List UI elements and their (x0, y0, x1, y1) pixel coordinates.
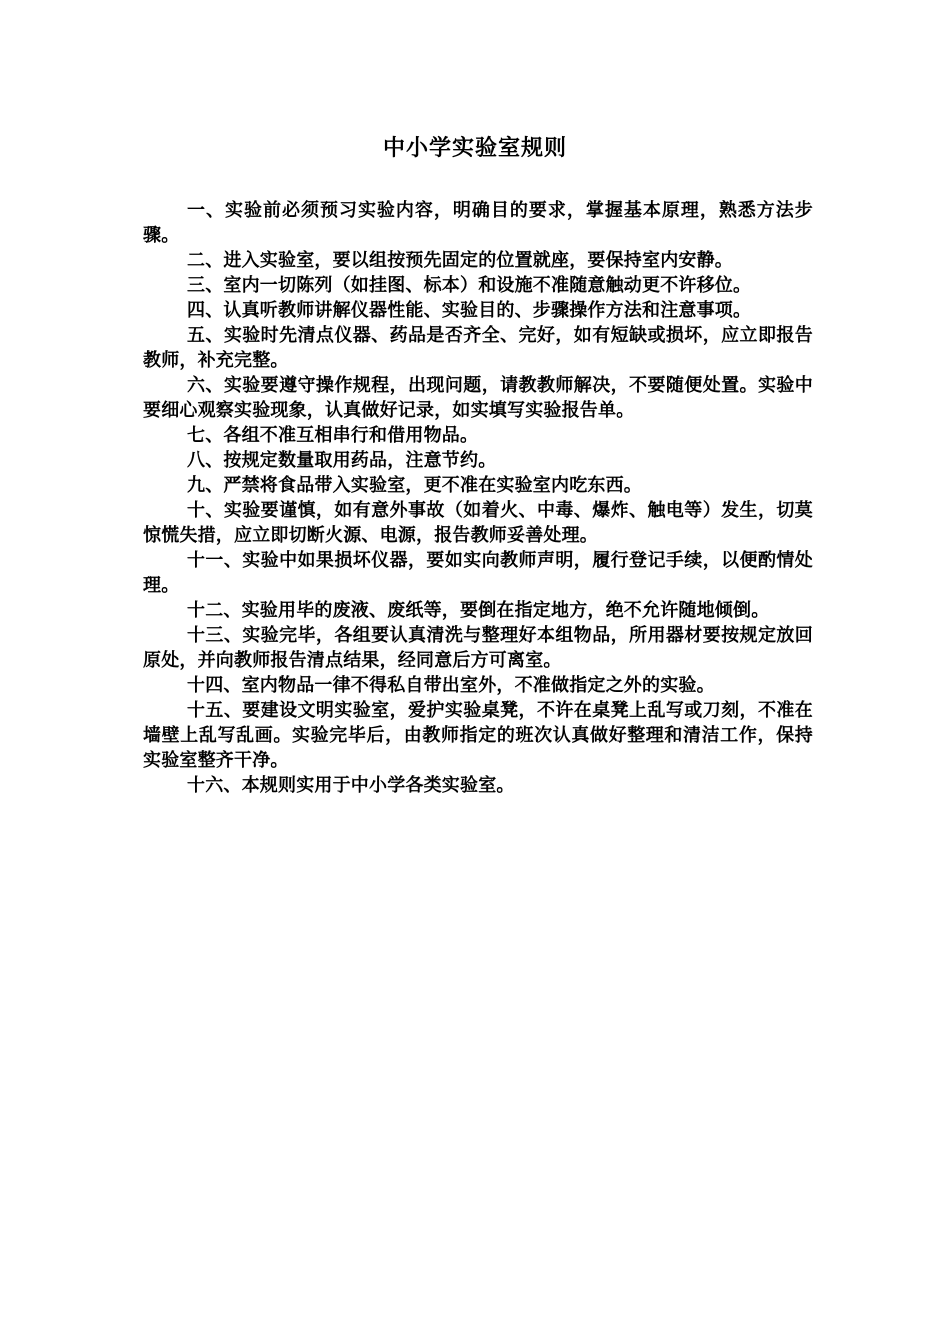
rule-item: 一、实验前必须预习实验内容，明确目的要求，掌握基本原理，熟悉方法步骤。 (143, 200, 813, 246)
rules-list (143, 198, 813, 798)
rule-item: 十六、本规则实用于中小学各类实验室。 (187, 775, 515, 796)
rule-item: 十五、要建设文明实验室，爱护实验桌凳，不许在桌凳上乱写或刀刻，不准在墙壁上乱写乱画。实验完毕后，由教师指定的班次认真做好整理和清洁工作，保持实验室整齐干净。 (143, 700, 813, 771)
rule-item: 三、室内一切陈列（如挂图、标本）和设施不准随意触动更不许移位。 (187, 275, 752, 296)
document-title: 中小学实验室规则 (382, 135, 567, 161)
rule-item: 四、认真听教师讲解仪器性能、实验目的、步骤操作方法和注意事项。 (187, 300, 752, 321)
rule-item: 九、严禁将食品带入实验室，更不准在实验室内吃东西。 (187, 475, 642, 496)
rule-item: 十四、室内物品一律不得私自带出室外，不准做指定之外的实验。 (187, 675, 715, 696)
rule-item: 十二、实验用毕的废液、废纸等，要倒在指定地方，绝不允许随地倾倒。 (187, 600, 770, 621)
rule-item: 七、各组不准互相串行和借用物品。 (187, 425, 479, 446)
rule-item: 十三、实验完毕，各组要认真清洗与整理好本组物品，所用器材要按规定放回原处，并向教师报告清点结果，经同意后方可离室。 (143, 625, 813, 671)
rule-item: 十一、实验中如果损坏仪器，要如实向教师声明，履行登记手续，以便酌情处理。 (143, 550, 813, 596)
rule-item: 五、实验时先清点仪器、药品是否齐全、完好，如有短缺或损坏，应立即报告教师，补充完整。 (143, 325, 813, 371)
rule-item: 十、实验要谨慎，如有意外事故（如着火、中毒、爆炸、触电等）发生，切莫惊慌失措，应立即切断火源、电源，报告教师妥善处理。 (143, 500, 813, 546)
rule-item: 二、进入实验室，要以组按预先固定的位置就座，要保持室内安静。 (187, 250, 733, 271)
rule-item: 六、实验要遵守操作规程，出现问题，请教教师解决，不要随便处置。实验中要细心观察实验现象，认真做好记录，如实填写实验报告单。 (143, 375, 813, 421)
rule-item: 八、按规定数量取用药品，注意节约。 (187, 450, 497, 471)
